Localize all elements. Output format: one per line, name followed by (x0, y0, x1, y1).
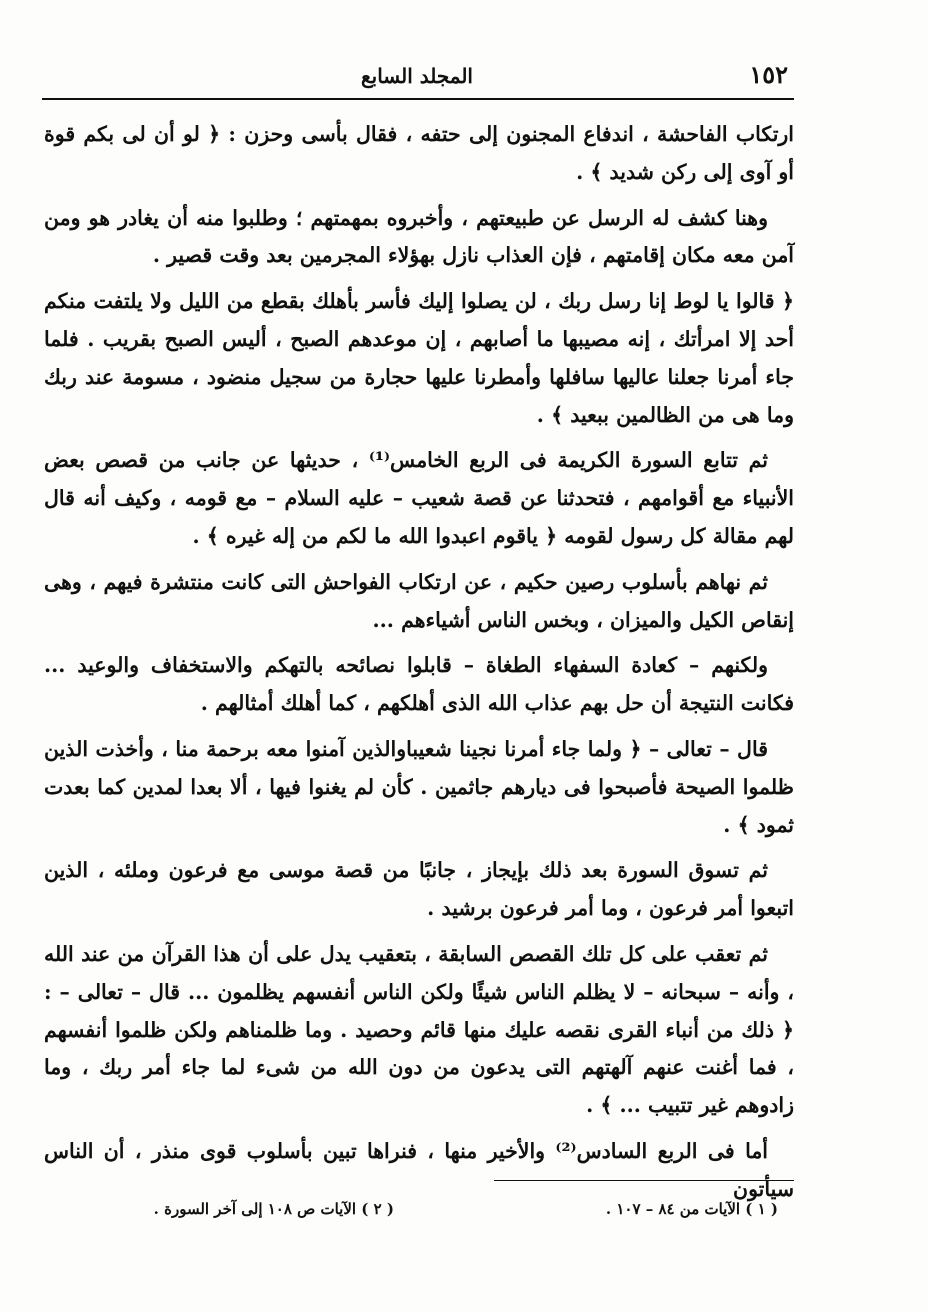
footnote-2: ( ٢ ) الآيات ص ١٠٨ إلى آخر السورة . (153, 1200, 394, 1218)
paragraph: أما فى الربع السادس⁽²⁾ والأخير منها ، فنراها تبين بأسلوب قوى منذر ، أن الناس سيأتون (44, 1138, 794, 1201)
body-text (44, 116, 794, 1217)
header-rule (42, 98, 794, 100)
paragraph: ثم تسوق السورة بعد ذلك بإيجاز ، جانبًا من قصة موسى مع فرعون وملئه ، الذين اتبعوا أمر فرعون ، وما أمر فرعون برشيد . (44, 858, 794, 921)
footnote-1: ( ١ ) الآيات من ٨٤ – ١٠٧ . (605, 1200, 778, 1218)
footnotes (100, 1200, 794, 1230)
footnote-rule (494, 1180, 794, 1181)
page-number: ١٥٢ (749, 60, 788, 89)
paragraph: ولكنهم – كعادة السفهاء الطغاة – قابلوا نصائحه بالتهكم والاستخفاف والوعيد ... فكانت النتيجة أن حل بهم عذاب الله الذى أهلكهم ، كما أهلك أمثالهم . (44, 653, 794, 716)
paragraph: ارتكاب الفاحشة ، اندفاع المجنون إلى حتفه ، فقال بأسى وحزن : ﴿ لو أن لى بكم قوة أو آوى إلى ركن شديد ﴾ . (44, 122, 794, 184)
paragraph: ثم نهاهم بأسلوب رصين حكيم ، عن ارتكاب الفواحش التى كانت منتشرة فيهم ، وهى إنقاص الكيل والميزان ، وبخس الناس أشياءهم ... (44, 569, 794, 632)
page-header (42, 58, 794, 98)
paragraph: ثم تتابع السورة الكريمة فى الربع الخامس⁽¹⁾ ، حديثها عن جانب من قصص بعض الأنبياء مع أقوامهم ، فتحدثنا عن قصة شعيب – عليه السلام – مع قومه ، وكيف أنه قال لهم مقالة كل رسول لقومه ﴿ ياقوم اعبدوا الله ما لكم من إله غيره ﴾ . (44, 448, 794, 548)
quran-paragraph: ﴿ قالوا يا لوط إنا رسل ربك ، لن يصلوا إليك فأسر بأهلك بقطع من الليل ولا يلتفت منكم أحد إلا امرأتك ، إنه مصيبها ما أصابهم ، إن موعدهم الصبح ، أليس الصبح بقريب . فلما جاء أمرنا جعلنا عاليها سافلها وأمطرنا عليها حجارة من سجيل منضود ، مسومة عند ربك وما هى من الظالمين ببعيد ﴾ . (44, 289, 794, 427)
paragraph: ثم تعقب على كل تلك القصص السابقة ، بتعقيب يدل على أن هذا القرآن من عند الله ، وأنه – سبحانه – لا يظلم الناس شيئًا ولكن الناس أنفسهم يظلمون ... قال – تعالى – : ﴿ ذلك من أنباء القرى نقصه عليك منها قائم وحصيد . وما ظلمناهم ولكن ظلموا أنفسهم ، فما أغنت عنهم آلهتهم التى يدعون من دون الله من شىء لما جاء أمر ربك ، وما زادوهم غير تتبيب ... ﴾ . (44, 941, 794, 1118)
paragraph: وهنا كشف له الرسل عن طبيعتهم ، وأخبروه بمهمتهم ؛ وطلبوا منه أن يغادر هو ومن آمن معه مكان إقامتهم ، فإن العذاب نازل بهؤلاء المجرمين بعد وقت قصير . (44, 205, 794, 268)
volume-title: المجلد السابع (360, 64, 473, 88)
paragraph: قال – تعالى – ﴿ ولما جاء أمرنا نجينا شعيباوالذين آمنوا معه برحمة منا ، وأخذت الذين ظلموا الصيحة فأصبحوا فى ديارهم جاثمين . كأن لم يغنوا فيها ، ألا بعدا لمدين كما بعدت ثمود ﴾ . (44, 736, 794, 837)
